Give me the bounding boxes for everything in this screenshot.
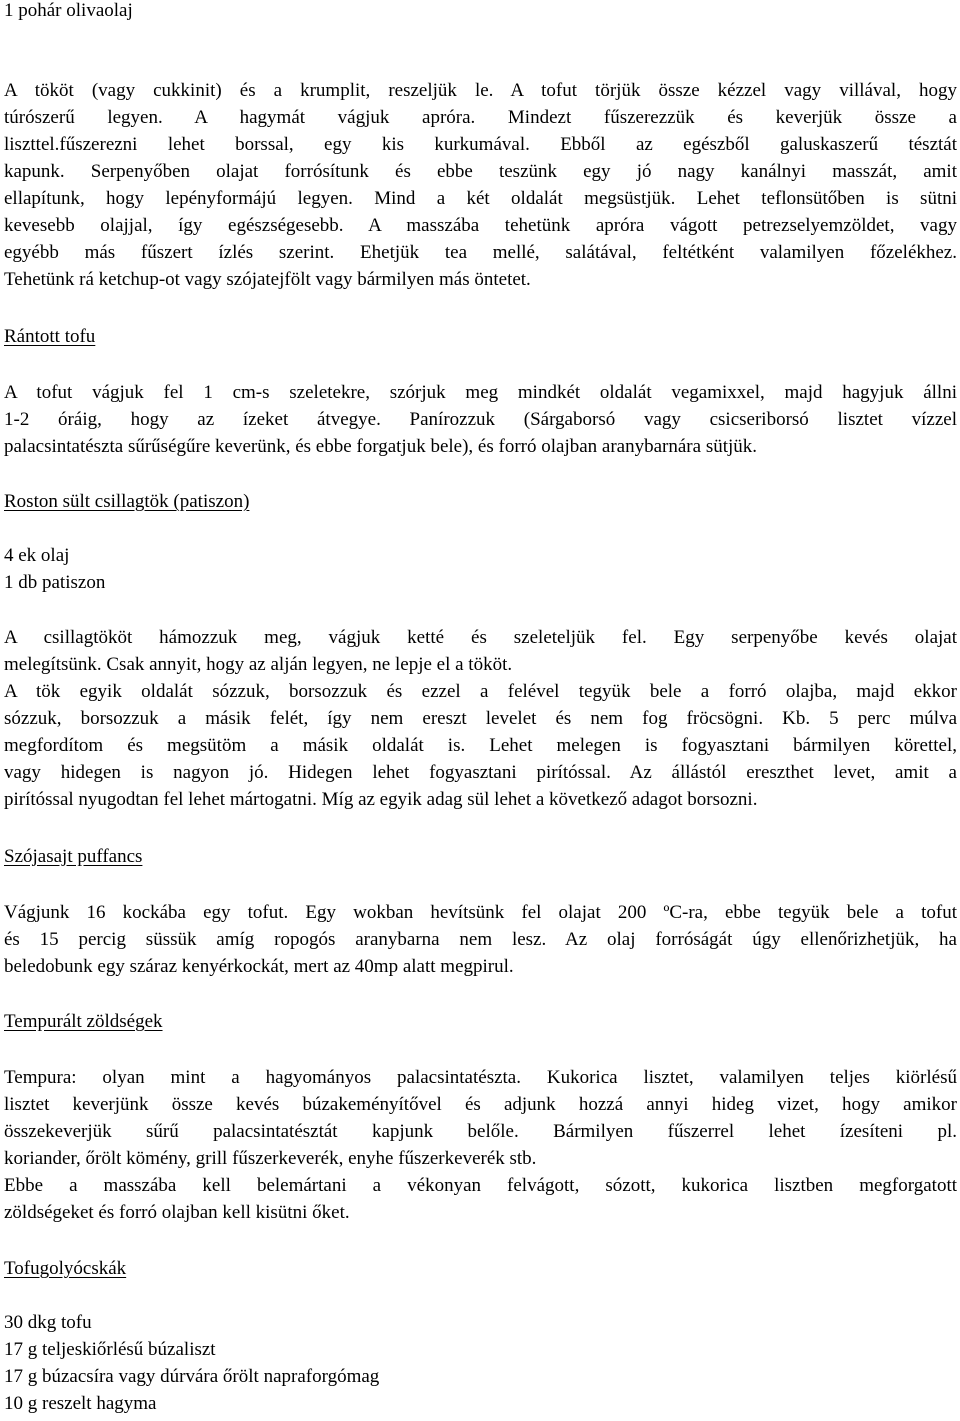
- text-line: melegítsünk. Csak annyit, hogy az alján legyen, ne lepje el a tököt.: [4, 654, 513, 675]
- text-line: beledobunk egy száraz kenyérkockát, mert az 40mp alatt megpirul.: [4, 956, 514, 977]
- text-line: A csillagtököt hámozzuk meg, vágjuk ketté és szeleteljük fel. Egy serpenyőbe kevés olajat: [4, 627, 957, 648]
- text-line: Tehetünk rá ketchup-ot vagy szójatejfölt vagy bármilyen más öntetet.: [4, 269, 531, 290]
- text-line: egyébb más fűszert ízlés szerint. Ehetjük tea mellé, salátával, feltétként valamilyen főzelékhez.: [4, 242, 957, 263]
- text-line: összekeverjük sűrű palacsintatésztát kapjunk belőle. Bármilyen fűszerrel lehet ízesíteni pl.: [4, 1121, 957, 1142]
- section-heading-tofugolyocskak: Tofugolyócskák: [4, 1258, 127, 1279]
- ingredient-item: 10 g reszelt hagyma: [4, 1393, 157, 1414]
- section-heading-rantott-tofu: Rántott tofu: [4, 326, 96, 347]
- text-line: palacsintatészta sűrűségűre keverünk, és ebbe forgatjuk bele), és forró olajban aranybarnára sütjük.: [4, 436, 758, 457]
- text-line: A tofut vágjuk fel 1 cm-s szeletekre, szórjuk meg mindkét oldalát vegamixxel, majd hagyjuk állni: [4, 382, 957, 403]
- section-heading-szojasajt-puffancs: Szójasajt puffancs: [4, 846, 143, 867]
- text-line: pirítóssal nyugodtan fel lehet mártogatni. Míg az egyik adag sül lehet a következő adagot borsozni.: [4, 789, 758, 810]
- text-line: ellapítunk, hogy lepényformájú legyen. Mind a két oldalát megsüstjük. Lehet teflonsütőben is sütni: [4, 188, 957, 209]
- ingredient-item: 1 db patiszon: [4, 572, 106, 593]
- text-line: kevesebb olajjal, így egészségesebb. A masszába tehetünk apróra vágott petrezselyemzöldet, vagy: [4, 215, 957, 236]
- ingredient-item: 30 dkg tofu: [4, 1312, 92, 1333]
- text-line: Ebbe a masszába kell belemártani a vékonyan felvágott, sózott, kukorica lisztben megforgatott: [4, 1175, 957, 1196]
- ingredient-item: 17 g teljeskiőrlésű búzaliszt: [4, 1339, 216, 1360]
- text-line: zöldségeket és forró olajban kell kisütni őket.: [4, 1202, 350, 1223]
- text-line: és 15 percig süssük amíg ropogós aranybarna nem lesz. Az olaj forróságát úgy ellenőrizhetjük, ha: [4, 929, 957, 950]
- text-line: Tempura: olyan mint a hagyományos palacsintatészta. Kukorica lisztet, valamilyen teljes kiörlésű: [4, 1067, 957, 1088]
- text-line: túrószerű legyen. A hagymát vágjuk apróra. Mindezt fűszerezzük és keverjük össze a: [4, 107, 957, 128]
- section-heading-roston-sult-csillagtok: Roston sült csillagtök (patiszon): [4, 491, 250, 512]
- ingredient-item: 17 g búzacsíra vagy dúrvára őrölt napraforgómag: [4, 1366, 380, 1387]
- text-line: vagy hidegen is nagyon jó. Hidegen lehet fogyasztani pirítóssal. Az állástól ereszthet levet, amit a: [4, 762, 957, 783]
- ingredient-item: 4 ek olaj: [4, 545, 70, 566]
- text-line: A tök egyik oldalát sózzuk, borsozzuk és ezzel a felével tegyük bele a forró olajba, majd ekkor: [4, 681, 957, 702]
- intro-ingredient: 1 pohár olivaolaj: [4, 0, 133, 21]
- text-line: A tököt (vagy cukkinit) és a krumplit, reszeljük le. A tofut törjük össze kézzel vagy villával, hogy: [4, 80, 957, 101]
- text-line: lisztet keverjünk össze kevés búzakeményítővel és adjunk hozzá annyi hideg vizet, hogy amikor: [4, 1094, 957, 1115]
- text-line: megfordítom és megsütöm a másik oldalát is. Lehet melegen is fogyasztani bármilyen körettel,: [4, 735, 957, 756]
- text-line: Vágjunk 16 kockába egy tofut. Egy wokban hevítsünk fel olajat 200 ºC-ra, ebbe tegyük bele a tofut: [4, 902, 957, 923]
- text-line: koriander, őrölt kömény, grill fűszerkeverék, enyhe fűszerkeverék stb.: [4, 1148, 537, 1169]
- text-line: 1-2 óráig, hogy az ízeket átvegye. Panírozzuk (Sárgaborsó vagy csicseriborsó lisztet vízzel: [4, 409, 957, 430]
- text-line: liszttel.fűszerezni lehet borssal, egy kis kurkumával. Ebből az egészből galuskaszerű tésztát: [4, 134, 957, 155]
- text-line: sózzuk, borsozzuk a másik felét, így nem ereszt levelet és nem fog fröcsögni. Kb. 5 perc múlva: [4, 708, 957, 729]
- section-heading-tempuralt-zoldsegek: Tempurált zöldségek: [4, 1011, 163, 1032]
- text-line: kapunk. Serpenyőben olajat forrósítunk és ebbe teszünk egy jó nagy kanálnyi masszát, amit: [4, 161, 957, 182]
